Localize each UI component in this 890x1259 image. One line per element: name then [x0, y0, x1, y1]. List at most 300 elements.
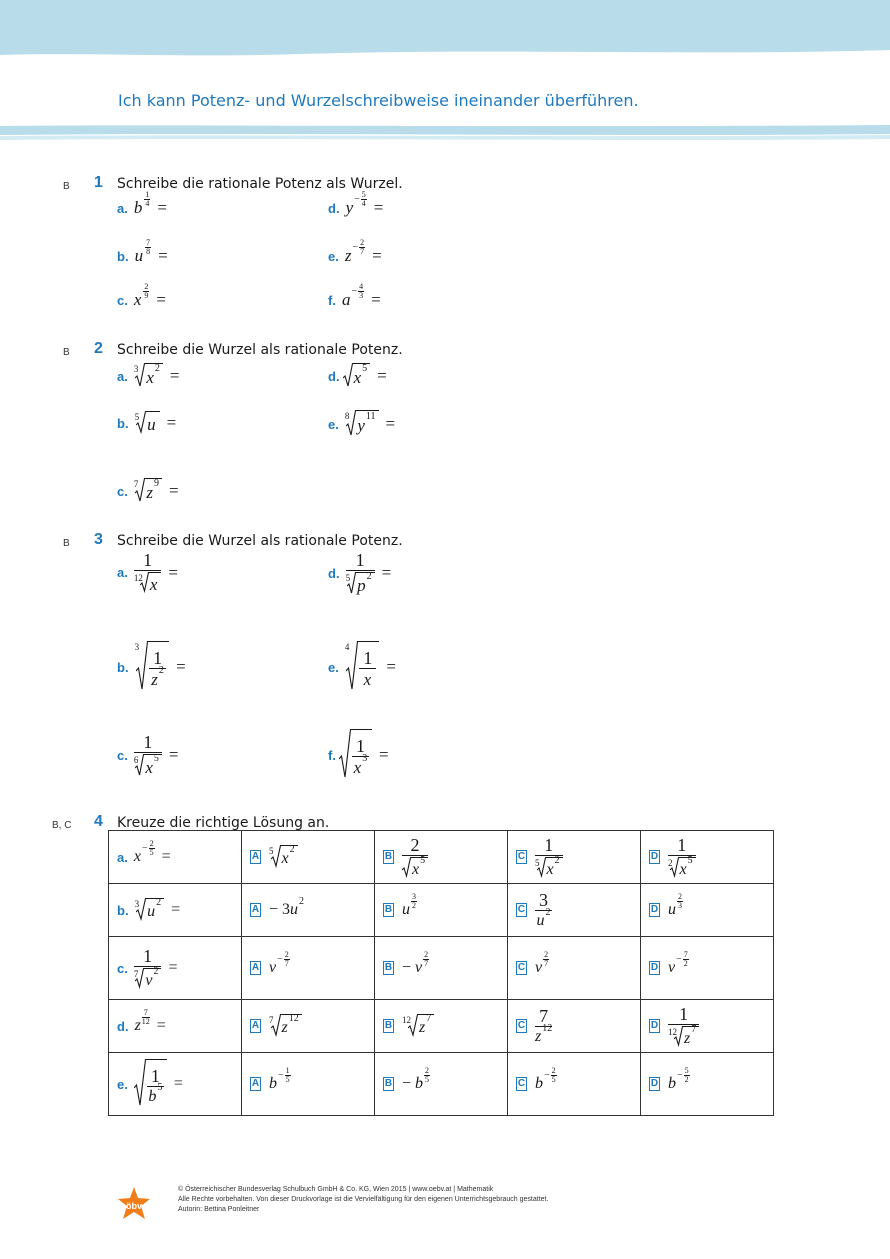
exercise-2b: [117, 411, 176, 435]
exponent-fraction: [149, 840, 155, 857]
numerator: 2: [149, 838, 154, 848]
root-index: 5: [134, 412, 140, 422]
exponent: [677, 893, 683, 910]
option-c-checkbox[interactable]: C: [517, 962, 526, 973]
base: y: [345, 198, 354, 217]
exponent: 2: [156, 897, 162, 908]
base: x: [281, 849, 289, 867]
exercise-3a: [117, 550, 178, 595]
table-row: [109, 1053, 774, 1116]
radical-sign-icon: [343, 363, 353, 389]
question-cell: [109, 1053, 242, 1116]
exponent: [142, 283, 149, 300]
exercise-1d: [328, 189, 384, 218]
numerator: 5: [361, 189, 366, 199]
radical: [269, 845, 298, 869]
radical-sign-icon: [135, 754, 144, 778]
exponent: 12: [288, 1013, 299, 1024]
denominator: 5: [149, 847, 154, 857]
exercise-2d: [328, 363, 387, 389]
base: v: [415, 959, 423, 976]
fraction: [346, 550, 375, 596]
option-a-checkbox[interactable]: A: [251, 1020, 260, 1031]
radical-sign-icon: [135, 363, 145, 389]
exercise-1a: [117, 189, 167, 218]
answer-option-cell[interactable]: [375, 1053, 508, 1116]
base: x: [145, 757, 153, 777]
answer-option-cell[interactable]: [242, 937, 375, 1000]
exponent-fraction: [284, 951, 290, 968]
exponent: [142, 1009, 150, 1026]
fraction: [402, 835, 428, 879]
numerator: 1: [150, 1065, 160, 1086]
radical: [345, 410, 379, 438]
exponent: 5: [687, 855, 693, 866]
numerator: 2: [544, 949, 549, 959]
numerator: 1: [143, 732, 153, 752]
base: u: [402, 901, 410, 918]
denominator: 7: [544, 958, 549, 968]
exponent: [354, 191, 367, 208]
radical: [134, 363, 163, 389]
exponent: [277, 951, 290, 968]
exponent: 7: [691, 1024, 697, 1035]
root-index: 7: [133, 479, 139, 489]
numerator: 1: [143, 946, 153, 966]
numerator: 1: [355, 735, 365, 756]
exponent: [544, 1067, 557, 1084]
exponent-fraction: [677, 893, 683, 910]
item-label: d.: [328, 200, 340, 216]
numerator: 1: [143, 550, 153, 570]
base: u: [134, 246, 144, 265]
fraction: [535, 1006, 552, 1046]
item-label: b.: [117, 659, 129, 675]
exponent: [543, 951, 549, 968]
numerator: 7: [683, 949, 688, 959]
item-label: a.: [117, 368, 128, 384]
task-level: B: [63, 538, 70, 549]
task-instruction: Schreibe die Wurzel als rationale Potenz.: [117, 533, 403, 549]
denominator: 2: [683, 958, 688, 968]
question-cell: [109, 937, 242, 1000]
option-c-checkbox[interactable]: C: [517, 904, 526, 915]
fraction: [352, 736, 369, 778]
option-b-checkbox[interactable]: B: [384, 1078, 393, 1089]
radical-sign-icon: [402, 857, 411, 879]
task-number: 4: [94, 813, 103, 830]
exponent-fraction: [144, 191, 150, 208]
answer-option-cell[interactable]: [641, 884, 774, 937]
item-label: c.: [117, 292, 128, 308]
option-b-checkbox[interactable]: B: [384, 1020, 393, 1031]
base: v: [145, 971, 153, 989]
oebv-logo-icon: [116, 1186, 152, 1222]
option-b-checkbox[interactable]: B: [384, 904, 393, 915]
denominator: 2: [684, 1074, 689, 1084]
option-b-checkbox[interactable]: B: [384, 851, 393, 862]
task-level: B: [63, 181, 70, 192]
coefficient: −: [402, 959, 412, 976]
root-index: 12: [668, 1027, 677, 1037]
exponent: 2: [153, 966, 159, 977]
fraction: [149, 648, 166, 690]
exponent: 2: [158, 665, 164, 676]
root-index: 8: [344, 411, 350, 421]
exponent-fraction: [543, 951, 549, 968]
item-label: d.: [328, 565, 340, 581]
answer-option-cell[interactable]: [375, 937, 508, 1000]
numerator: 2: [410, 835, 420, 855]
fraction: [134, 550, 162, 595]
option-a-checkbox[interactable]: A: [251, 851, 260, 862]
numerator: 2: [425, 1065, 430, 1075]
exponent: 2: [299, 895, 305, 907]
exercise-2c: [117, 478, 179, 504]
footer-author: Autorin: Bettina Ponleitner: [178, 1206, 260, 1213]
numerator: 1: [145, 189, 150, 199]
exponent: [424, 1067, 430, 1084]
answer-option-cell[interactable]: [375, 831, 508, 884]
numerator: 2: [424, 949, 429, 959]
item-label: c.: [117, 747, 128, 763]
exponent-fraction: [359, 239, 365, 256]
exponent: 5: [420, 855, 426, 866]
exponent-fraction: [411, 893, 417, 910]
equals-sign: =: [168, 562, 178, 582]
numerator: 3: [412, 891, 416, 901]
base: z: [419, 1018, 426, 1036]
option-c-checkbox[interactable]: C: [517, 851, 526, 862]
equals-sign: =: [373, 198, 384, 217]
radical-sign-icon: [135, 478, 145, 504]
fraction: [134, 946, 162, 990]
minus-sign: −: [354, 193, 360, 205]
footer: [178, 1185, 548, 1215]
minus-sign: −: [141, 842, 148, 854]
equals-sign: =: [377, 366, 387, 385]
root-index: 5: [269, 846, 274, 856]
minus-sign: −: [544, 1069, 550, 1081]
item-label: b.: [117, 415, 129, 431]
exercise-3e: [328, 641, 396, 693]
exponent-fraction: [361, 191, 367, 208]
exponent: 2: [154, 363, 160, 374]
radical: [135, 641, 170, 693]
base: v: [535, 959, 543, 976]
radical: [346, 363, 371, 389]
numerator: 2: [360, 237, 365, 247]
exponent-fraction: [684, 1067, 690, 1084]
equals-sign: =: [169, 366, 180, 385]
item-label: e.: [328, 248, 339, 264]
answer-option-cell[interactable]: [641, 1053, 774, 1116]
numerator: 1: [355, 550, 365, 570]
exponent: 2: [554, 855, 560, 866]
exponent: [278, 1067, 291, 1084]
base: x: [679, 860, 687, 878]
root-index: 7: [133, 969, 139, 979]
base: x: [412, 860, 420, 878]
numerator: 1: [363, 647, 373, 668]
equals-sign: =: [156, 1017, 166, 1034]
base: b: [415, 1075, 424, 1092]
radical-sign-icon: [346, 641, 358, 693]
numerator: 2: [551, 1065, 556, 1075]
base: z: [146, 482, 153, 502]
fraction: [359, 648, 376, 690]
answer-option-cell[interactable]: [508, 1000, 641, 1053]
task-number: 2: [94, 340, 103, 357]
fraction: [134, 732, 162, 778]
exercise-1e: [328, 237, 382, 266]
item-label: c.: [117, 960, 128, 976]
option-d-checkbox[interactable]: D: [650, 1078, 659, 1089]
exponent: 5: [362, 363, 368, 374]
radical: [668, 1026, 699, 1048]
option-d-checkbox[interactable]: D: [650, 851, 659, 862]
equals-sign: =: [372, 246, 382, 265]
answer-option-cell[interactable]: [375, 884, 508, 937]
option-a-checkbox[interactable]: A: [251, 962, 260, 973]
answer-option-cell[interactable]: [508, 937, 641, 1000]
radical: [402, 1014, 434, 1038]
equals-sign: =: [156, 290, 166, 309]
base: x: [353, 757, 362, 777]
radical-sign-icon: [537, 857, 546, 879]
exponent: 2: [289, 844, 295, 855]
option-d-checkbox[interactable]: D: [650, 962, 659, 973]
equals-sign: =: [371, 290, 381, 309]
exponent: [143, 191, 150, 208]
radical: [134, 478, 162, 504]
footer-rights: Alle Rechte vorbehalten. Von dieser Druckvorlage ist die Vervielfältigung für den eigenen Unterrichtsgebrauch gestattet.: [178, 1196, 549, 1203]
equals-sign: =: [158, 246, 168, 265]
equals-sign: =: [157, 198, 167, 217]
base: u: [668, 901, 676, 918]
table-row: [109, 884, 774, 937]
answer-option-cell[interactable]: [508, 831, 641, 884]
numerator: 2: [678, 891, 682, 901]
radical: [346, 572, 375, 596]
option-b-checkbox[interactable]: B: [384, 962, 393, 973]
base: v: [668, 959, 676, 976]
exercise-1f: [328, 281, 381, 310]
item-label: a.: [117, 200, 128, 216]
root-index: 3: [134, 899, 140, 909]
root-index: 12: [402, 1015, 411, 1025]
root-index: 3: [133, 364, 139, 374]
denominator: 5: [425, 1074, 430, 1084]
radical-sign-icon: [271, 1014, 281, 1038]
table-row: [109, 831, 774, 884]
item-label: e.: [328, 416, 339, 432]
radical: [402, 857, 428, 879]
item-label: a.: [117, 565, 128, 580]
numerator: 1: [153, 647, 163, 668]
base: x: [149, 575, 158, 594]
answer-option-cell[interactable]: [508, 1053, 641, 1116]
radical: [342, 729, 372, 781]
radical: [668, 857, 696, 879]
exponent: 3: [362, 753, 368, 764]
exponent: 9: [153, 478, 159, 489]
answer-option-cell[interactable]: [641, 831, 774, 884]
task-instruction: Schreibe die Wurzel als rationale Potenz.: [117, 342, 403, 358]
option-c-checkbox[interactable]: C: [517, 1020, 526, 1031]
base: x: [363, 669, 372, 689]
item-label: b.: [117, 248, 129, 264]
base: x: [546, 860, 554, 878]
equals-sign: =: [173, 1075, 183, 1092]
base: z: [535, 1028, 542, 1045]
task-instruction: Schreibe die rationale Potenz als Wurzel.: [117, 176, 403, 192]
denominator: 7: [424, 958, 429, 968]
exponent-fraction: [423, 951, 429, 968]
root-index: 4: [344, 642, 350, 652]
radical: [269, 1014, 302, 1038]
equals-sign: =: [385, 414, 396, 433]
denominator: 12: [141, 1016, 150, 1026]
question-cell: [109, 831, 242, 884]
denominator: 4: [361, 198, 366, 208]
exponent: [423, 951, 429, 968]
minus-sign: −: [351, 285, 358, 297]
exponent: 11: [365, 411, 376, 422]
denominator: 5: [285, 1074, 290, 1084]
equals-sign: =: [171, 901, 181, 918]
item-label: f.: [328, 747, 336, 763]
radical-sign-icon: [339, 729, 351, 781]
task-level: B, C: [52, 820, 72, 831]
answer-option-cell[interactable]: [242, 1000, 375, 1053]
minus-sign: −: [676, 953, 682, 965]
coefficient: −: [402, 1075, 412, 1092]
base: x: [146, 367, 154, 387]
item-label: e.: [328, 659, 339, 675]
base: z: [281, 1018, 288, 1036]
denominator: 9: [144, 290, 149, 300]
base: z: [151, 669, 158, 689]
numerator: 1: [544, 835, 554, 855]
base: b: [148, 1087, 157, 1105]
radical-sign-icon: [674, 1026, 683, 1048]
exponent: 12: [542, 1022, 553, 1034]
radical: [135, 411, 160, 435]
numerator: 7: [146, 237, 151, 247]
exponent: 5: [153, 753, 159, 764]
denominator: 5: [551, 1074, 556, 1084]
base: u: [147, 902, 156, 920]
exponent: [144, 239, 151, 256]
exponent-fraction: [145, 239, 151, 256]
option-d-checkbox[interactable]: D: [650, 1020, 659, 1031]
denominator: 2: [412, 900, 416, 910]
exponent: 2: [545, 906, 551, 918]
base: b: [535, 1075, 543, 1092]
task-number: 1: [94, 174, 103, 191]
exponent-fraction: [142, 1009, 150, 1026]
radical-sign-icon: [135, 968, 144, 990]
answer-option-cell[interactable]: [641, 1000, 774, 1053]
answer-option-cell[interactable]: [242, 831, 375, 884]
denominator: 7: [360, 246, 365, 256]
option-a-checkbox[interactable]: A: [251, 1078, 260, 1089]
minus-sign: −: [278, 1069, 284, 1081]
minus-sign: −: [677, 1069, 683, 1081]
root-index: 7: [269, 1015, 274, 1025]
equals-sign: =: [168, 959, 178, 976]
minus-sign: −: [277, 953, 283, 965]
footer-copyright: © Österreichischer Bundesverlag Schulbuch GmbH & Co. KG, Wien 2015 | www.oebv.at | Mathematik: [178, 1186, 494, 1193]
option-a-checkbox[interactable]: A: [251, 904, 260, 915]
exponent: [352, 239, 365, 256]
page-title: Ich kann Potenz- und Wurzelschreibweise ineinander überführen.: [118, 91, 639, 110]
exercise-3c: [117, 732, 178, 778]
numerator: 2: [144, 281, 149, 291]
title-band: [0, 122, 890, 144]
denominator: 3: [678, 900, 682, 910]
base: y: [357, 415, 365, 435]
numerator: 5: [684, 1065, 689, 1075]
table-row: [109, 937, 774, 1000]
base: u: [536, 912, 545, 929]
radical: [345, 641, 380, 693]
numerator: 1: [285, 1065, 290, 1075]
root-index: 6: [133, 755, 139, 765]
option-d-checkbox[interactable]: D: [650, 904, 659, 915]
minus-sign: −: [352, 241, 359, 253]
denominator: 3: [359, 290, 364, 300]
equals-sign: =: [161, 848, 171, 865]
answer-option-cell[interactable]: [375, 1000, 508, 1053]
radical-sign-icon: [346, 410, 356, 438]
option-c-checkbox[interactable]: C: [517, 1078, 526, 1089]
exponent: [677, 1067, 690, 1084]
exponent-fraction: [143, 283, 149, 300]
equals-sign: =: [166, 413, 177, 432]
base: u: [290, 901, 299, 918]
exponent-fraction: [683, 951, 689, 968]
base: x: [133, 848, 141, 865]
base: u: [147, 414, 156, 434]
exponent: [351, 283, 364, 300]
radical-sign-icon: [347, 572, 356, 596]
base: a: [341, 290, 351, 309]
answer-option-cell[interactable]: [242, 884, 375, 937]
equals-sign: =: [386, 657, 396, 676]
answer-option-cell[interactable]: [641, 937, 774, 1000]
exponent: 2: [366, 571, 372, 582]
header-band: [0, 0, 890, 62]
fraction: [668, 1004, 699, 1048]
exercise-3d: [328, 550, 391, 596]
fraction: [535, 835, 563, 879]
base: v: [269, 959, 277, 976]
radical-sign-icon: [136, 641, 148, 693]
exponent: 5: [157, 1082, 163, 1093]
exponent-fraction: [551, 1067, 557, 1084]
numerator: 4: [359, 281, 364, 291]
root-index: 2: [668, 858, 673, 868]
base: z: [344, 246, 352, 265]
item-label: a.: [117, 849, 128, 865]
equals-sign: =: [381, 563, 392, 582]
base: z: [134, 1017, 141, 1034]
answer-option-cell[interactable]: [242, 1053, 375, 1116]
answer-option-cell[interactable]: [508, 884, 641, 937]
radical-sign-icon: [136, 898, 146, 922]
